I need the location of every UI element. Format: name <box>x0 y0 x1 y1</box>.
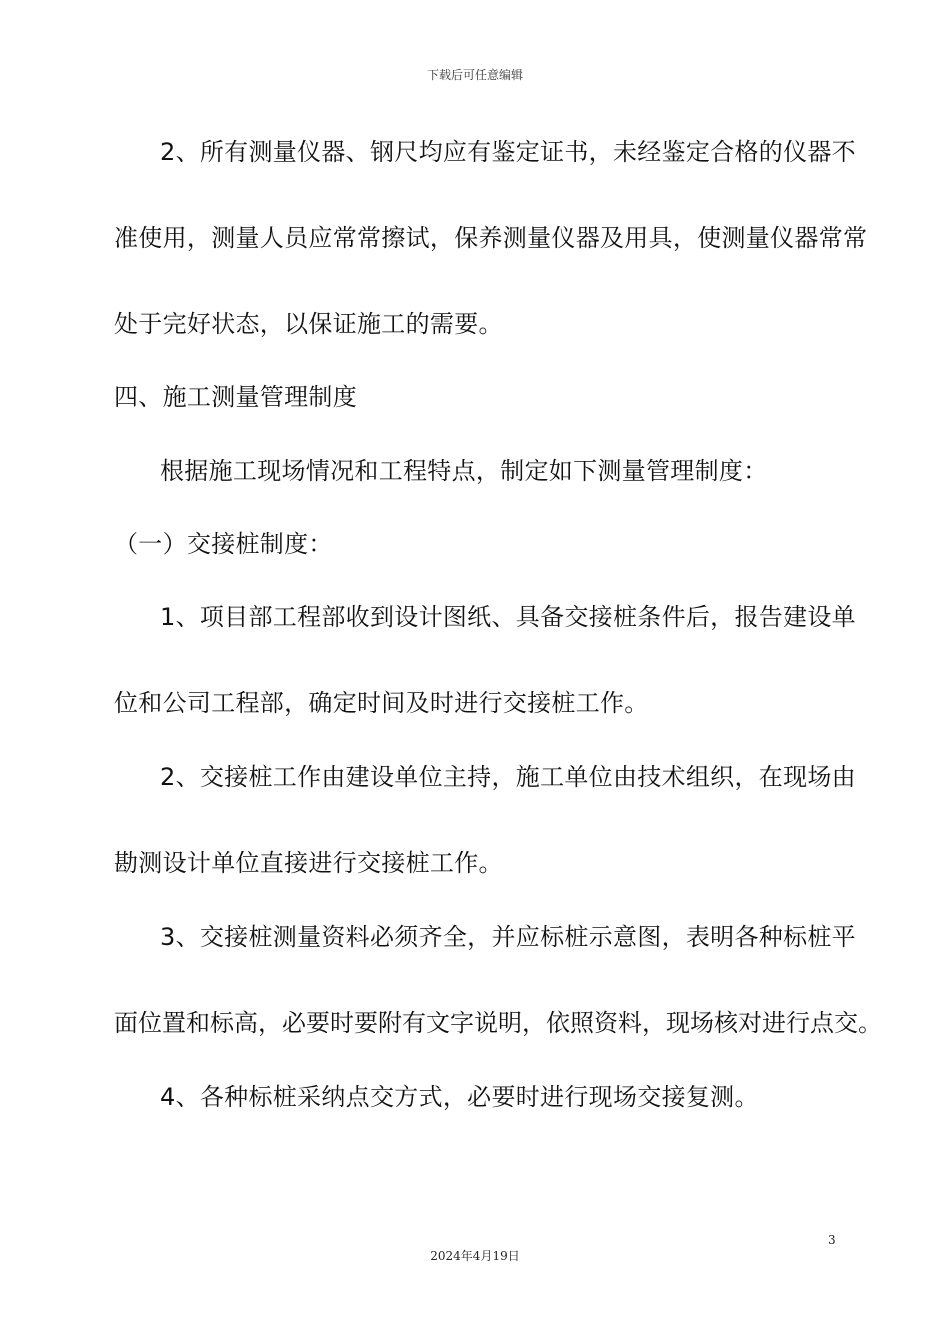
paragraph-line: 1、项目部工程部收到设计图纸、具备交接桩条件后，报告建设单 <box>160 603 856 631</box>
subsection-heading: （一）交接桩制度： <box>114 530 333 558</box>
paragraph-line: 3、交接桩测量资料必须齐全，并应标桩示意图，表明各种标桩平 <box>160 923 856 951</box>
paragraph-line: 准使用，测量人员应常常擦试，保养测量仪器及用具，使测量仪器常常 <box>114 224 868 252</box>
section-heading: 四、施工测量管理制度 <box>114 383 357 411</box>
paragraph-line: 根据施工现场情况和工程特点，制定如下测量管理制度： <box>160 457 768 485</box>
paragraph-line: 4、各种标桩采纳点交方式，必要时进行现场交接复测。 <box>160 1083 759 1111</box>
page-header-note: 下载后可任意编辑 <box>426 68 523 82</box>
paragraph-line: 2、交接桩工作由建设单位主持，施工单位由技术组织，在现场由 <box>160 763 856 791</box>
footer-date: 2024年4月19日 <box>430 1249 520 1263</box>
paragraph-line: 处于完好状态，以保证施工的需要。 <box>114 310 503 338</box>
paragraph-line: 面位置和标高，必要时要附有文字说明，依照资料，现场核对进行点交。 <box>114 1009 882 1037</box>
paragraph-line: 2、所有测量仪器、钢尺均应有鉴定证书，未经鉴定合格的仪器不 <box>160 138 856 166</box>
paragraph-line: 勘测设计单位直接进行交接桩工作。 <box>114 849 503 877</box>
page-number: 3 <box>828 1233 836 1247</box>
paragraph-line: 位和公司工程部，确定时间及时进行交接桩工作。 <box>114 689 649 717</box>
